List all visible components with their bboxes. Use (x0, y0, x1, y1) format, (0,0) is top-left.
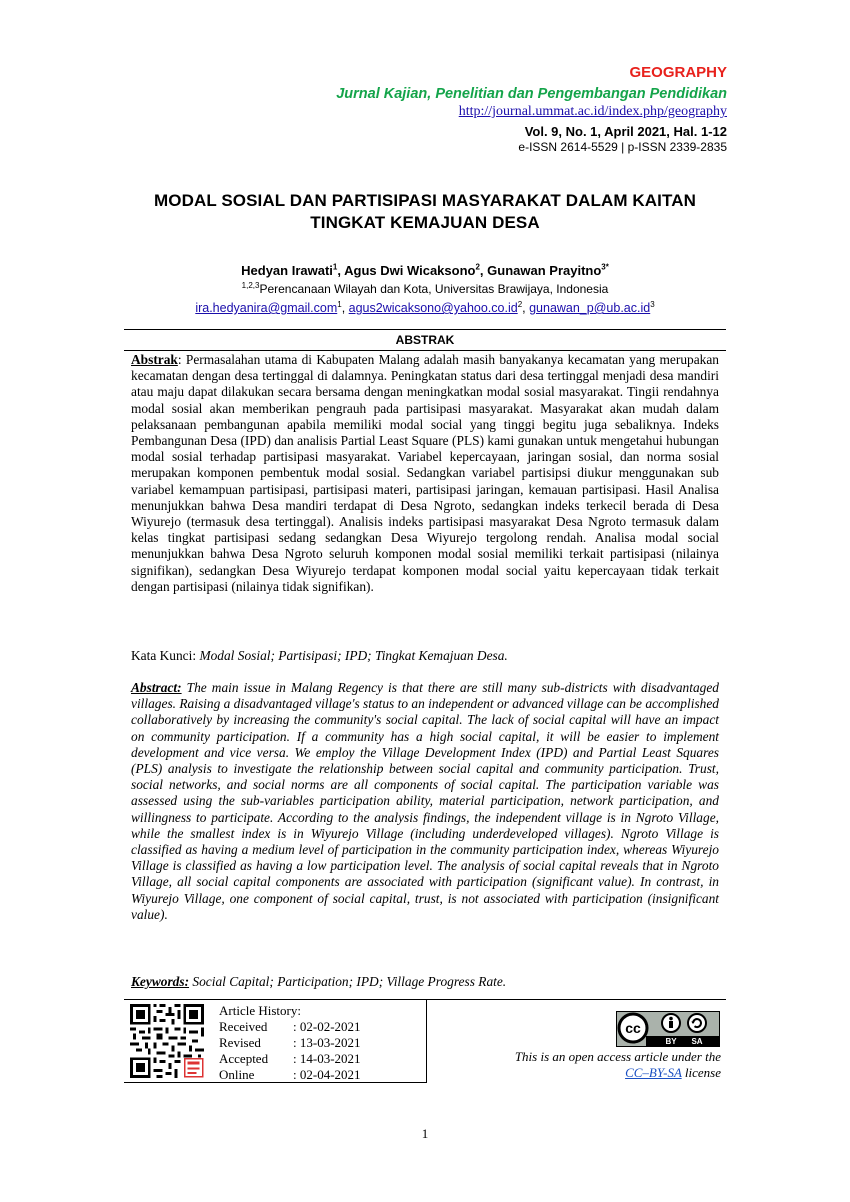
abstract-label: Abstract: (131, 680, 182, 695)
affiliation (100, 282, 750, 296)
title-line-2: TINGKAT KEMAJUAN DESA (310, 213, 540, 232)
author-2: Agus Dwi Wicaksono (344, 263, 476, 278)
kata-kunci-label: Kata Kunci (131, 648, 193, 663)
email-3-sup: 3 (650, 299, 655, 309)
cc-by-sa-badge-icon[interactable] (616, 1011, 720, 1047)
license-suffix: license (681, 1065, 721, 1080)
title-line-1: MODAL SOSIAL DAN PARTISIPASI MASYARAKAT DALAM KAITAN (154, 191, 696, 210)
journal-brand: GEOGRAPHY (629, 64, 727, 81)
accepted-value: : 14-03-2021 (293, 1051, 361, 1066)
divider-history (124, 999, 726, 1000)
author-2-sup: 2 (475, 262, 480, 272)
history-title: Article History: (219, 1003, 301, 1018)
abstrak-heading: ABSTRAK (395, 333, 455, 347)
qr-code-icon[interactable] (130, 1004, 204, 1078)
abstrak-text: : Permasalahan utama di Kabupaten Malang adalah masih banyakanya kecamatan yang merupakan kecamatan dengan desa tertinggal di dalamnya. Peningkatan status dari desa tertinggal menjadi desa mandiri atau maju dapat dilakukan secara bersama dengan meningkatkan modal sosial masyarakat. Tingii rendahnya modal sosial akan memberikan pengrauh pada partisipasi masyarakat. Masyarakat akan mudah dalam pelaksanaan pembangunan apabila memiliki modal social yang tinggi begitu juga sebaliknya. Indeks Pembangunan Desa (IPD) dan analisis Partial Least Square (PLS) kami gunakan untuk mengetahui hubungan modal sosial terhadap partisipasi masyarakat. Variabel kepercayaan, jaringan sosial, dan norma sosial merupakan komponen pembentuk modal sosial. Sedangkan variabel partisipsi diukur menggunakan sub variabel kemampuan partisipasi, partisipasi materi, partisipasi jaringan, kemauan partisipasi. Hasil Analisa menunjukkan bahwa Desa mandiri terdapat di Desa Ngroto, sedangkan indeks terkecil berada di Desa Wiyurejo (termasuk desa tertinggal). Analisis indeks partisipasi masyarakat Desa Ngroto termasuk dalam kelas tingkat partisipasi sedang sedangkan Desa Wiyurejo tergolong rendah. Analisa modal social menunjukkan bahwa Desa Ngroto seluruh komponen modal sosial memiliki terkait partisipasi (nilainya signifikan), sedangkan Desa Wiyurejo terdapat komponen modal social yaitu kepercayaan tidak terkait dengan partisipasi (nilainya tidak signifikan). (131, 352, 719, 594)
abstrak-paragraph (131, 352, 719, 595)
article-title (100, 190, 750, 234)
history-online (219, 1067, 361, 1083)
email-link-2[interactable]: agus2wicaksono@yahoo.co.id (348, 301, 518, 315)
license-link[interactable]: CC–BY-SA (625, 1065, 682, 1080)
page-number: 1 (421, 1126, 429, 1141)
received-value: : 02-02-2021 (293, 1019, 361, 1034)
issn-info: e-ISSN 2614-5529 | p-ISSN 2339-2835 (518, 140, 727, 154)
affiliation-sup: 1,2,3 (241, 281, 260, 290)
cc-sa-text: SA (691, 1037, 703, 1046)
revised-value: : 13-03-2021 (293, 1035, 361, 1050)
keywords-paragraph (131, 974, 719, 990)
online-label: Online (219, 1067, 255, 1082)
author-1-sup: 1 (332, 262, 338, 272)
abstrak-label: Abstrak (131, 352, 178, 367)
email-link-3[interactable]: gunawan_p@ub.ac.id (529, 301, 651, 315)
svg-text:cc: cc (625, 1020, 641, 1036)
keywords-label: Keywords: (131, 974, 190, 989)
article-history (219, 1003, 361, 1083)
history-received (219, 1019, 361, 1035)
abstract-paragraph (131, 680, 719, 923)
divider-abstrak (124, 350, 726, 351)
open-access-statement (515, 1049, 721, 1081)
received-label: Received (219, 1019, 268, 1034)
accepted-label: Accepted (219, 1051, 269, 1066)
author-3: Gunawan Prayitno (487, 263, 602, 278)
history-accepted (219, 1051, 361, 1067)
kata-kunci-text: Modal Sosial; Partisipasi; IPD; Tingkat Kemajuan Desa. (199, 648, 508, 663)
keywords-text: Social Capital; Participation; IPD; Village Progress Rate. (192, 974, 507, 989)
online-value: : 02-04-2021 (293, 1067, 361, 1082)
author-3-sup: 3* (601, 262, 609, 272)
journal-url-link[interactable]: http://journal.ummat.ac.id/index.php/geography (458, 104, 727, 119)
history-column-divider (426, 999, 427, 1083)
cc-by-text: BY (665, 1037, 677, 1046)
email-list: ira.hedyanira@gmail.com$^1$, $agus2wicaksono@yahoo.co.id^2$, $gunawan\_p@ub.ac.id^3$ (195, 299, 655, 315)
email-link-1[interactable]: ira.hedyanira@gmail.com (195, 301, 338, 315)
open-access-text: This is an open access article under the (514, 1049, 721, 1064)
kata-kunci-paragraph: Kata Kunci: Modal Sosial; Partisipasi; IPD; Tingkat Kemajuan Desa. (131, 648, 508, 663)
author-1: Hedyan Irawati (241, 263, 333, 278)
email-1-sup: 1 (337, 299, 342, 309)
journal-name: Jurnal Kajian, Penelitian dan Pengembangan Pendidikan (336, 86, 727, 102)
email-2-sup: 2 (517, 299, 523, 309)
author-list: Hedyan Irawati$^1$, Agus Dwi Wicaksono$^2$, Gunawan Prayitno$^{3*}$ (241, 262, 609, 278)
revised-label: Revised (219, 1035, 261, 1050)
volume-info: Vol. 9, No. 1, April 2021, Hal. 1-12 (524, 124, 727, 139)
history-revised (219, 1035, 361, 1051)
abstract-text: The main issue in Malang Regency is that there are still many sub-districts with disadvantaged villages. Raising a disadvantaged village's status to an independent or advanced village can be accomplished collaboratively by increasing the community's social capital. The lack of social capital will have an impact on community participation. If a community has a high social capital, it will be easier to implement development and vice versa. We employ the Village Development Index (IPD) and Partial Least Squares (PLS) analysis to investigate the relationship between social capital and community participation. Trust, social networks, and social norms are all components of social capital. The participation variable was assessed using the sub-variables participation ability, material participation, network participation, and willingness to participate. According to the analysis findings, the independent village is in Ngroto Village, while the smallest index is in Wiyurejo Village (including underdeveloped villages). Ngroto Village is classified as having a medium level of participation in the community participation index, whereas Wiyurejo Village is classified as having a low participation level. The analysis of social capital reveals that in Ngroto Village, all social capital components are associated with participation (significant value). In contrast, in Wiyurejo Village, one component of social capital, trust, is not associated with participation (insignificant value). (131, 680, 719, 922)
license-line (515, 1065, 721, 1081)
affiliation-text: Perencanaan Wilayah dan Kota, Universitas Brawijaya, Indonesia (259, 282, 609, 296)
divider-top (124, 329, 726, 330)
